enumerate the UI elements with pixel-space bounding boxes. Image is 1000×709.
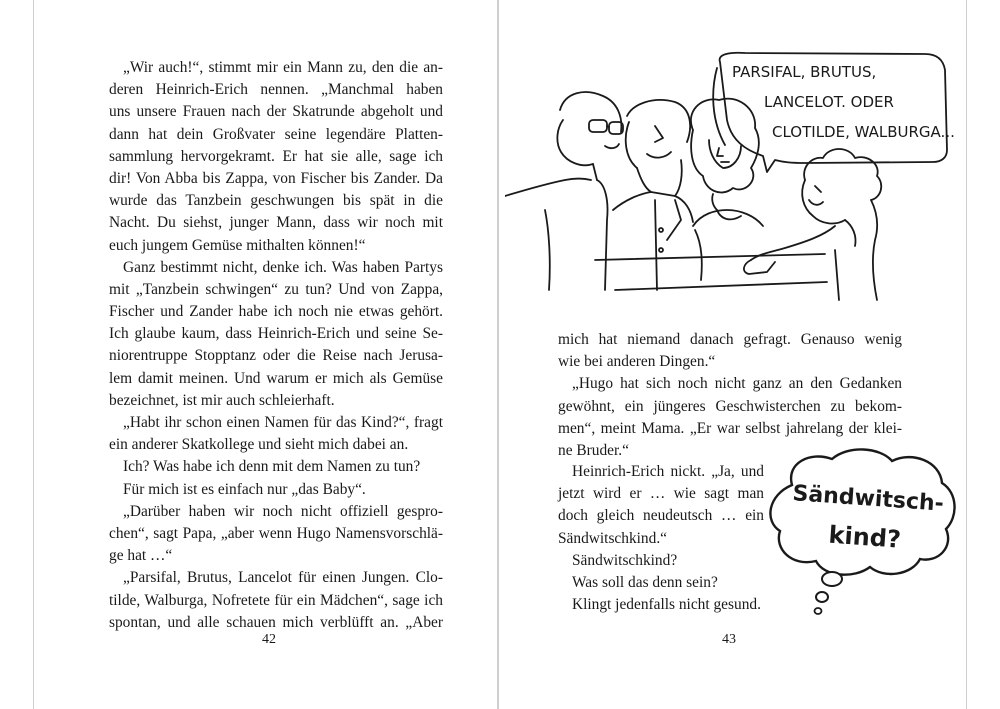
text-line: Was soll das denn sein? [572,573,718,591]
text-line: Sändwitschkind? [572,551,678,569]
text-line: bezeichnet, ist mir auch schleierhaft. [109,391,335,409]
text-line: dir! Von Abba bis Zappa, von Fischer bis Zander. Da [109,169,443,187]
text-line: Sändwitschkind.“ [558,529,668,547]
thought-bubble [762,445,962,625]
left-page-edge [33,0,34,709]
text-line: ein anderer Skatkollege und sieht mich dabei an. [109,436,409,454]
text-line: „Parsifal, Brutus, Lancelot für einen Jungen. Clo- [123,569,443,587]
text-line: Für mich ist es einfach nur „das Baby“. [123,480,366,498]
text-line: spontan, und alle schauen mich verblüfft an. „Aber [109,613,443,631]
text-line: uns unsere Frauen nach der Skatrunde abgeholt und [109,103,443,121]
right-page-text [558,329,902,462]
speech-bubble-line: CLOTILDE, WALBURGA... [772,123,955,141]
text-line: jetzt wird er … wie sagt man [558,485,764,503]
speech-bubble-line: PARSIFAL, BRUTUS, [732,63,877,81]
text-line: tilde, Walburga, Nofretete für ein Mädchen“, sage ich [109,591,443,609]
text-line: doch gleich neudeutsch … ein [558,507,764,525]
text-line: dann hat dein Großvater seine legendäre Platten- [109,125,443,143]
text-line: Ganz bestimmt nicht, denke ich. Was haben Partys [123,258,443,276]
text-line: chen“, sagt Papa, „aber wenn Hugo Namensvorschlä- [109,524,443,542]
text-line: men“, meint Mama. „Er war selbst jahrelang der klei- [558,419,902,437]
text-line: mich hat niemand danach gefragt. Genauso wenig [558,331,902,348]
right-page-edge [966,0,967,709]
text-line: „Darüber haben wir noch nicht offiziell gespro- [123,502,443,520]
thought-bubble-line: Sändwitsch- [791,481,945,517]
left-page-text [109,57,443,634]
text-line: mit „Tanzbein schwingen“ zu tun? Und von Zappa, [109,280,443,298]
text-line: „Habt ihr schon einen Namen für das Kind?“, fragt [123,414,443,431]
text-line: wurde das Tanzbein geschwungen bis spät in die [109,192,443,210]
text-line: wie bei anderen Dingen.“ [558,353,716,371]
text-line: deren Heinrich-Erich nennen. „Manchmal haben [109,81,443,99]
page-number-right: 43 [722,632,736,647]
text-line: Nacht. Du siehst, junger Mann, dass wir noch mit [109,214,443,232]
speech-bubble-line: LANCELOT. ODER [764,93,894,111]
text-line: „Hugo hat sich noch nicht ganz an den Gedanken [572,375,902,393]
text-line: gewöhnt, ein jüngeres Geschwisterchen zu bekom- [558,397,902,415]
text-line: Ich? Was habe ich denn mit dem Namen zu tun? [123,458,421,476]
speech-bubble [720,55,960,165]
text-line: lem damit meinen. Und warum er mich als Gemüse [109,369,443,387]
right-page-text-narrow [558,461,764,616]
page-number-left: 42 [262,632,276,647]
text-line: „Wir auch!“, stimmt mir ein Mann zu, den die an- [123,59,443,76]
text-line: Klingt jedenfalls nicht gesund. [572,596,761,614]
text-line: Fischer und Zander habe ich noch nie etwas gehört. [109,303,443,321]
text-line: Ich glaube kaum, dass Heinrich-Erich und seine Se- [109,325,443,343]
text-line: euch jungem Gemüse mithalten können!“ [109,236,366,254]
thought-bubble-line: kind? [827,520,902,554]
text-line: niorentruppe Stopptanz oder die Reise nach Jerusa- [109,347,443,365]
text-line: ne Bruder.“ [558,441,629,459]
text-line: ge hat …“ [109,547,173,565]
text-line: sammlung hervorgekramt. Er hat sie alle, sage ich [109,147,443,165]
text-line: Heinrich-Erich nickt. „Ja, und [572,463,764,480]
